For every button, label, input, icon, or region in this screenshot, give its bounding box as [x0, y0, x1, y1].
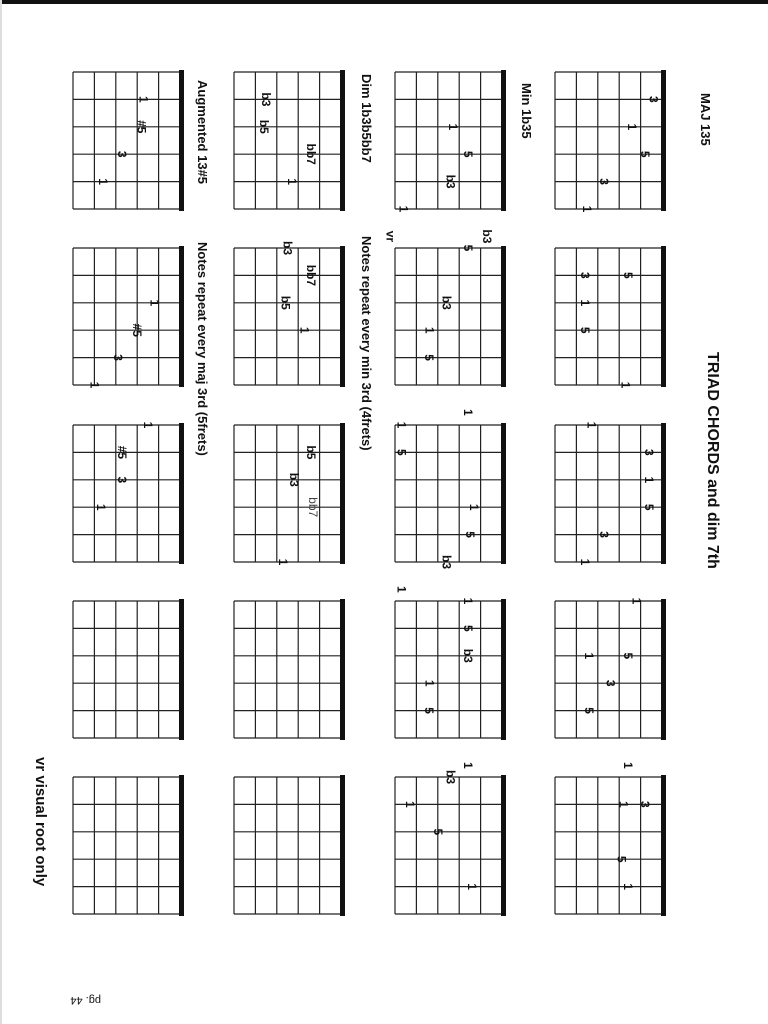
nut-bar [340, 775, 345, 916]
chord-diagram-diminished-1 [234, 70, 345, 211]
interval-mark: 5 [460, 150, 475, 158]
interval-mark: 3 [110, 354, 125, 361]
interval-mark: 3 [603, 679, 618, 687]
interval-mark: 5 [394, 449, 409, 456]
interval-mark: 1 [460, 762, 475, 769]
chord-diagram-major-1 [555, 70, 666, 211]
section-note-diminished: Notes repeat every min 3rd (4frets) [359, 236, 374, 451]
interval-mark: 3 [577, 272, 592, 279]
chord-diagram-minor-1 [395, 70, 506, 211]
chord-diagram-diminished-3 [234, 423, 345, 564]
interval-mark: 1 [422, 679, 437, 687]
interval-mark: bb7 [304, 143, 319, 165]
chord-diagram-augmented-4 [73, 599, 184, 740]
section-note-augmented: Notes repeat every maj 3rd (5frets) [195, 242, 210, 456]
interval-mark: 1 [616, 801, 631, 808]
interval-mark: 3 [115, 150, 130, 158]
interval-mark: bb7 [304, 264, 319, 287]
interval-mark: 1 [620, 762, 635, 769]
interval-mark: 1 [467, 503, 482, 511]
interval-mark: 1 [577, 558, 592, 566]
interval-mark: 5 [422, 354, 437, 361]
page-number: pg. 44 [70, 994, 101, 1006]
interval-mark: 1 [422, 326, 437, 334]
interval-mark: 5 [460, 244, 475, 252]
interval-mark: 1 [147, 299, 162, 307]
interval-mark: b3 [439, 295, 454, 310]
chord-diagram-major-4 [555, 599, 666, 740]
interval-mark: 1 [297, 326, 312, 334]
section-label-augmented: Augmented 13#5 [195, 80, 210, 185]
interval-mark: b3 [443, 769, 458, 785]
interval-mark: 1 [618, 381, 633, 389]
chord-diagram-major-2 [555, 246, 666, 387]
interval-mark: 1 [402, 801, 417, 808]
interval-mark: b3 [480, 229, 495, 244]
interval-mark: 1 [284, 178, 299, 185]
section-label-major: MAJ 135 [698, 93, 713, 146]
nut-bar [179, 70, 184, 211]
nut-bar [661, 775, 666, 916]
interval-mark: 1 [93, 503, 108, 511]
chord-diagram-augmented-2 [73, 246, 184, 387]
interval-mark: b5 [256, 119, 271, 134]
interval-mark: 5 [460, 625, 475, 632]
interval-mark: 5 [614, 855, 629, 863]
interval-mark: b5 [304, 445, 319, 460]
section-label-diminished: Dim 1b3b5bb7 [359, 74, 374, 163]
interval-mark: 1 [629, 597, 644, 605]
nut-bar [179, 246, 184, 387]
interval-mark: 5 [642, 503, 657, 511]
nut-bar [179, 423, 184, 564]
interval-mark: 5 [620, 652, 635, 660]
interval-mark: 5 [577, 326, 592, 334]
interval-mark: 3 [637, 801, 652, 808]
interval-mark: 3 [646, 96, 661, 103]
interval-mark: bb7 [306, 497, 321, 518]
nut-bar [661, 423, 666, 564]
interval-mark: b3 [443, 174, 458, 189]
interval-mark: b5 [278, 295, 293, 310]
chord-diagram-augmented-3 [73, 423, 184, 564]
chord-diagram-diminished-4 [234, 599, 345, 740]
interval-mark: 1 [276, 558, 291, 566]
nut-bar [179, 775, 184, 916]
interval-mark: 1 [577, 299, 592, 307]
interval-mark: 1 [620, 883, 635, 890]
interval-mark: 1 [87, 381, 102, 389]
interval-mark: 1 [136, 96, 151, 103]
nut-bar [340, 70, 345, 211]
nut-bar [501, 423, 506, 564]
nut-bar [501, 246, 506, 387]
interval-mark: 1 [445, 123, 460, 131]
interval-mark: b3 [259, 92, 274, 107]
section-label-minor: Min 1b35 [519, 83, 534, 139]
nut-bar [179, 599, 184, 740]
interval-mark: 1 [95, 178, 110, 185]
chord-diagram-major-3 [555, 423, 666, 564]
interval-mark: 1 [460, 597, 475, 605]
interval-mark: 5 [637, 150, 652, 158]
interval-mark: 5 [430, 828, 445, 836]
interval-mark: #5 [115, 445, 130, 460]
chord-diagram-augmented-1 [73, 70, 184, 211]
interval-mark: 1 [642, 476, 657, 484]
chord-diagram-minor-3 [395, 423, 506, 564]
chord-diagram-diminished-5 [234, 775, 345, 916]
nut-bar [661, 599, 666, 740]
interval-mark: 5 [422, 707, 437, 714]
interval-mark: 3 [597, 531, 612, 538]
interval-mark: 1 [394, 421, 409, 429]
footnote-visual-root: vr visual root only [32, 757, 49, 887]
interval-mark: 1 [394, 586, 409, 593]
nut-bar [501, 70, 506, 211]
interval-mark: 5 [582, 707, 597, 714]
interval-mark: 3 [642, 449, 657, 456]
interval-mark: 3 [115, 476, 130, 484]
interval-mark: 1 [140, 421, 155, 429]
nut-bar [340, 423, 345, 564]
interval-mark: b3 [439, 554, 454, 570]
interval-mark: #5 [130, 323, 145, 337]
chord-diagram-augmented-5 [73, 775, 184, 916]
interval-mark: 5 [462, 531, 477, 538]
interval-mark: 1 [582, 652, 597, 660]
nut-bar [661, 246, 666, 387]
interval-mark: 1 [584, 421, 599, 429]
nut-bar [501, 599, 506, 740]
chord-diagram-minor-2 [395, 246, 506, 387]
chord-diagram-diminished-2 [234, 246, 345, 387]
chord-diagram-minor-5 [395, 775, 506, 916]
interval-mark: b3 [280, 240, 295, 256]
interval-mark: 5 [620, 272, 635, 279]
interval-mark: 3 [597, 178, 612, 185]
interval-mark: 1 [625, 123, 640, 131]
interval-mark: b3 [286, 472, 301, 487]
interval-mark: 1 [465, 883, 480, 890]
nut-bar [340, 246, 345, 387]
nut-bar [661, 70, 666, 211]
chord-diagram-minor-4 [395, 599, 506, 740]
interval-mark: #5 [134, 120, 149, 134]
interval-mark: b3 [460, 648, 475, 663]
nut-bar [340, 599, 345, 740]
interval-mark: 1 [396, 205, 411, 213]
interval-mark: 1 [580, 205, 595, 213]
page-title: TRIAD CHORDS and dim 7th [704, 352, 721, 569]
interval-mark: vr [383, 230, 398, 243]
interval-mark: 1 [460, 409, 475, 416]
nut-bar [501, 775, 506, 916]
chord-diagram-major-5 [555, 775, 666, 916]
